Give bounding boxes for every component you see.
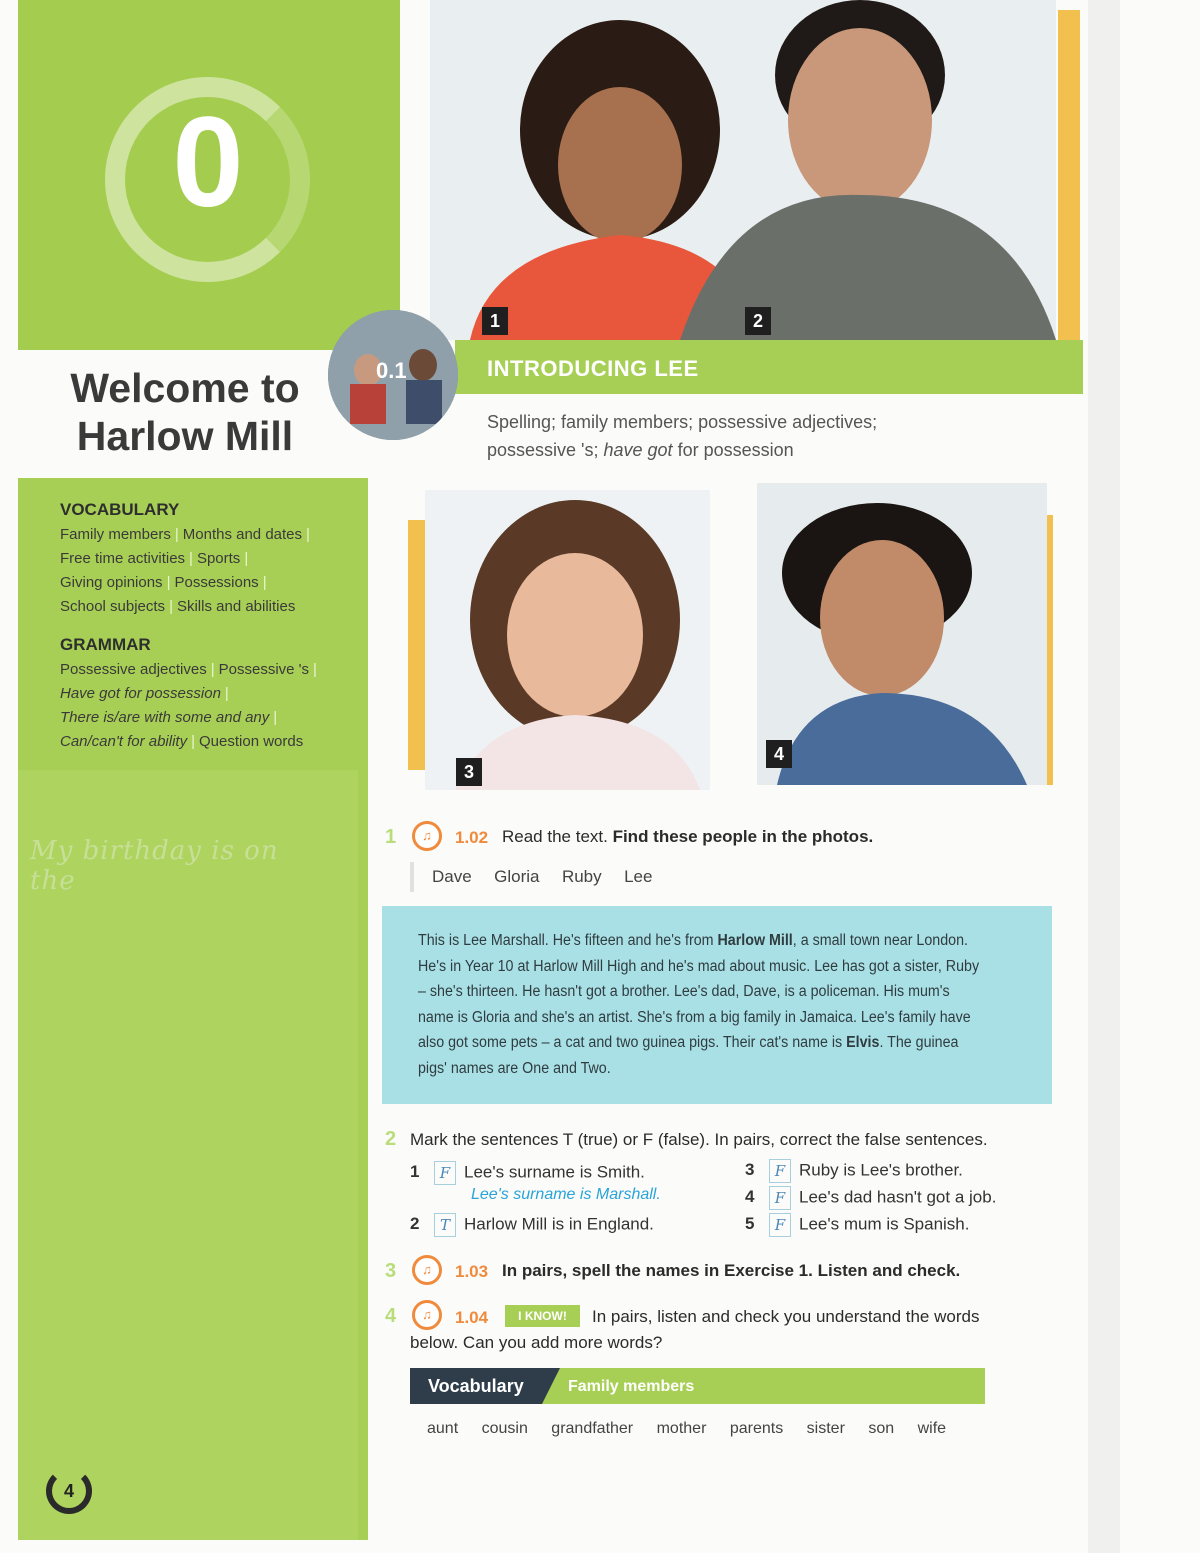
reading-text [418,928,979,1082]
audio-icon[interactable]: ♫ [412,821,442,851]
vocabulary-topic: Family members [568,1378,695,1395]
tf-answer-box[interactable]: F [434,1161,456,1185]
vocabulary-label: Vocabulary [428,1376,524,1396]
exercise-3-number: 3 [385,1260,397,1282]
reading-text-part: . The guinea pigs' names are One and Two. [418,1034,959,1077]
instruction-text: Read the text. [502,827,608,846]
tf-item-number: 5 [745,1214,755,1234]
instruction-text-bold: Find these people in the photos. [612,827,874,846]
audio-track-number: 1.02 [455,828,489,847]
exercise-1-instruction [502,827,873,847]
vocabulary-heading: VOCABULARY [60,500,180,519]
grammar-topic-item: Can/can't for ability [60,733,188,750]
photo-badge-3: 3 [456,758,482,786]
vocabulary-list: Family members | Months and dates | Free time activities | Sports | Giving opinions | Possessions | School subjects | Skills and abilities [60,526,310,615]
name-item: Gloria [494,867,540,886]
vocab-word: son [868,1420,895,1437]
lesson-code: 0.1 [376,358,407,383]
name-item: Ruby [561,867,602,886]
exercise-4-number: 4 [385,1305,397,1327]
tf-item-text: Lee's dad hasn't got a job. [799,1187,997,1207]
tf-item [410,1213,654,1237]
audio-track-number: 1.04 [455,1308,489,1327]
vocab-word: grandfather [551,1420,634,1437]
exercise-4-instruction-line2: below. Can you add more words? [410,1333,663,1352]
tf-item-number: 1 [410,1162,420,1182]
tf-item-text: Lee's surname is Smith. [464,1162,645,1182]
lesson-subtitle-text: for possession [677,440,794,460]
tf-item [745,1186,996,1210]
i-know-badge: I KNOW! [505,1305,580,1327]
grammar-topic-item: Possessive adjectives [60,661,207,678]
vocab-topic-item: Months and dates [182,526,303,543]
vocab-topic-item: Free time activities [60,550,186,567]
grammar-topic-item: Question words [199,733,304,750]
vocab-topic-item: Family members [60,526,171,543]
tf-answer-box[interactable]: T [434,1213,456,1237]
grammar-topic-item: There is/are with some and any [60,709,270,726]
tf-answer-box[interactable]: F [769,1159,791,1183]
vocab-word: wife [917,1420,947,1437]
tf-item [745,1159,963,1183]
decor-stripe [408,520,426,770]
tf-item-number: 2 [410,1214,420,1234]
audio-track-number: 1.03 [455,1262,489,1281]
decor-stripe [1058,10,1080,340]
exercise-2-instruction: Mark the sentences T (true) or F (false). In pairs, correct the false sentences. [410,1130,988,1149]
tf-answer-box[interactable]: F [769,1213,791,1237]
audio-icon[interactable]: ♫ [412,1255,442,1285]
reading-text-part: , a small town near London. He's in Year 10 at Harlow Mill High and he's mad about music. Lee has got a sister, Ruby – she's thirteen. He hasn't got a brother. Lee's dad, Dave, is a policeman. His mum's name is Gloria and she's an artist. She's from a big family in Jamaica. Lee's family have also got some pets – a cat and two guinea pigs. Their cat's name is [418,932,980,1052]
name-item: Lee [624,867,653,886]
lesson-subtitle-italic: have got [603,440,673,460]
name-item: Dave [432,867,472,886]
tf-item-text: Ruby is Lee's brother. [799,1160,963,1180]
exercise-4-instruction-line1: In pairs, listen and check you understand the words [592,1307,980,1326]
photo-badge-4: 4 [766,740,792,768]
reading-text-bold: Elvis [846,1034,880,1052]
page-edge [1088,0,1120,1553]
photo-parents [430,0,1056,340]
lesson-subtitle-text: possessive 's; [487,440,599,460]
vocab-word: sister [806,1420,845,1437]
vocab-word: cousin [481,1420,528,1437]
unit-number: 0 [172,91,244,234]
reading-text-bold: Harlow Mill [717,932,793,949]
vocab-word: aunt [427,1420,459,1437]
grammar-topic-item: Have got for possession [60,685,221,702]
grammar-heading: GRAMMAR [60,635,151,654]
unit-title-line1: Welcome to [70,365,300,411]
tf-item-number: 4 [745,1187,755,1207]
vocab-topic-item: Giving opinions [60,574,163,591]
tf-item-number: 3 [745,1160,755,1180]
exercise-2-number: 2 [385,1128,397,1150]
lesson-subtitle-text: Spelling; family members; possessive adjectives; [487,412,878,432]
page-number: 4 [63,1481,74,1501]
photo-badge-1: 1 [482,307,508,335]
exercise-3-instruction: In pairs, spell the names in Exercise 1. Listen and check. [502,1261,961,1280]
reading-text-part: This is Lee Marshall. He's fifteen and he's from [418,932,714,949]
vocab-word: mother [656,1420,707,1437]
tf-item-text: Harlow Mill is in England. [464,1214,654,1234]
vocab-topic-item: Sports [196,550,241,567]
unit-title-line2: Harlow Mill [76,413,294,459]
tf-item [745,1213,970,1237]
vocab-topic-item: Skills and abilities [176,598,296,615]
tf-item-text: Lee's mum is Spanish. [799,1214,970,1234]
tf-example-answer: Lee's surname is Marshall. [471,1186,661,1203]
photo-lee [757,483,1047,785]
vocab-topic-item: Possessions [174,574,259,591]
grammar-topic-item: Possessive 's [218,661,310,678]
grammar-list: Possessive adjectives | Possessive 's | Have got for possession | There is/are with some and any | Can/can't for ability | Question words [60,661,317,750]
lesson-title: INTRODUCING LEE [487,356,699,381]
tf-item [410,1161,645,1185]
vocab-word: parents [729,1420,784,1437]
lesson-subtitle [487,408,1047,464]
vocabulary-word-list [427,1420,965,1438]
photo-ruby [425,490,710,790]
exercise-1-number: 1 [385,826,397,848]
vocab-topic-item: School subjects [60,598,166,615]
tf-answer-box[interactable]: F [769,1186,791,1210]
photo-badge-2: 2 [745,307,771,335]
unit-title [40,364,330,460]
handwritten-note: My birthday is on the [30,836,279,896]
names-list [410,862,670,892]
audio-icon[interactable]: ♫ [412,1300,442,1330]
